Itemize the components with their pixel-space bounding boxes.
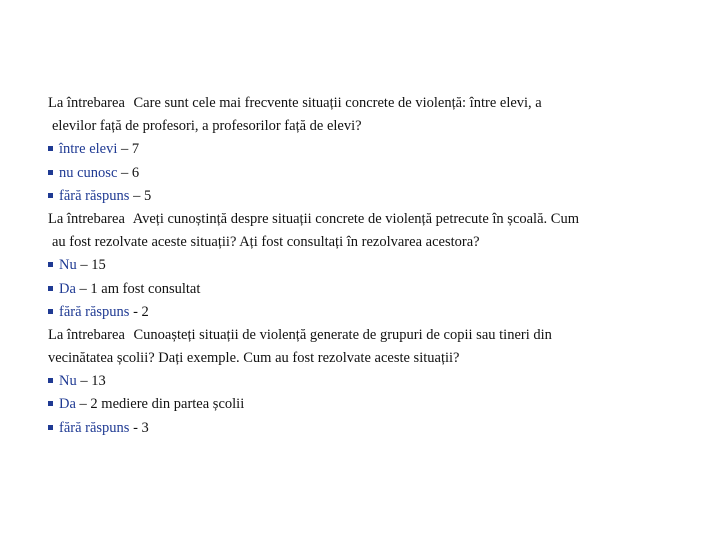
question-1-line-1 [48,92,698,115]
answer-item [48,393,698,416]
answer-label: Da [59,280,76,297]
question-text-continued: au fost rezolvate aceste situații? Ați fost consultați în rezolvarea acestora? [52,234,480,251]
question-1-line-2 [48,115,698,138]
answer-value: – 5 [129,187,152,204]
answer-value: – 13 [76,373,106,390]
answer-label: fără răspuns [59,187,130,204]
answer-label: fără răspuns [59,303,130,320]
question-text: Aveți cunoștință despre situații concrete de violență petrecute în școală. Cum [132,210,579,227]
question-text: Care sunt cele mai frecvente situații concrete de violență: între elevi, a [133,95,542,111]
answer-value: - 3 [129,419,149,436]
answer-label: nu cunosc [59,164,118,181]
answer-value: – 1 am fost consultat [75,280,201,297]
answer-label: între elevi [59,141,118,158]
answer-item [48,162,698,185]
answer-value: – 6 [117,164,140,181]
question-text-continued: vecinătatea școlii? Dați exemple. Cum au fost rezolvate aceste situații? [48,350,460,367]
question-prefix: La întrebarea [48,326,125,343]
square-bullet-icon [48,193,53,198]
survey-results-slide [48,92,698,440]
answer-item [48,417,698,440]
square-bullet-icon [48,401,53,406]
question-prefix: La întrebarea [48,210,125,227]
square-bullet-icon [48,146,53,151]
answer-item [48,278,698,301]
answer-item [48,185,698,208]
question-prefix: La întrebarea [48,95,125,111]
question-2-line-2 [48,231,698,254]
question-3-line-1 [48,324,698,347]
answer-label: Nu [59,373,77,390]
answer-item [48,254,698,277]
answer-label: Nu [59,257,77,274]
answer-item [48,138,698,161]
answer-value: – 2 mediere din partea școlii [75,396,245,413]
square-bullet-icon [48,309,53,314]
square-bullet-icon [48,170,53,175]
question-text-continued: elevilor față de profesori, a profesorilor față de elevi? [52,118,362,135]
answer-item [48,370,698,393]
answer-value: – 7 [117,141,140,158]
square-bullet-icon [48,378,53,383]
answer-label: fără răspuns [59,419,130,436]
question-3-line-2 [48,347,698,370]
question-2-line-1 [48,208,698,231]
square-bullet-icon [48,286,53,291]
question-text: Cunoașteți situații de violență generate de grupuri de copii sau tineri din [133,326,552,343]
answer-item [48,301,698,324]
answer-value: - 2 [129,303,149,320]
answer-label: Da [59,396,76,413]
square-bullet-icon [48,262,53,267]
answer-value: – 15 [76,257,106,274]
square-bullet-icon [48,425,53,430]
